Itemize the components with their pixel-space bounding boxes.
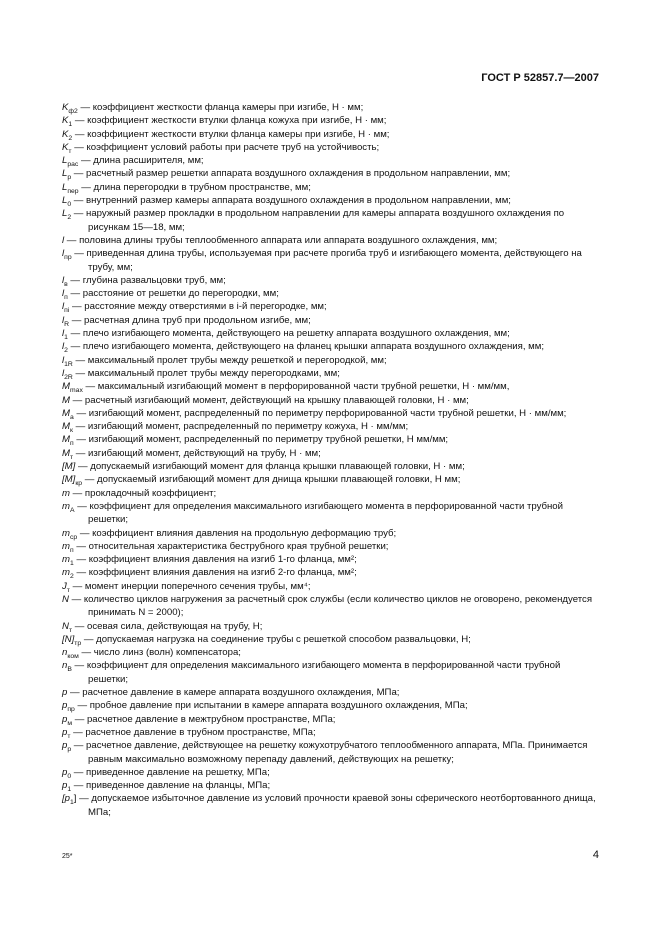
definition-item	[62, 766, 602, 779]
symbol-base: M	[62, 381, 70, 393]
symbol-subscript: п	[70, 546, 74, 554]
definition-symbol	[62, 208, 72, 222]
symbol-subscript: 2	[68, 134, 73, 142]
symbol-base: M	[62, 421, 70, 433]
symbol-subscript: пр	[67, 706, 75, 714]
definition-text: — плечо изгибающего момента, действующего на решетку аппарата воздушного охлаждения, мм;	[67, 328, 510, 340]
definition-symbol	[62, 634, 81, 645]
definition-text: — коэффициент влияния давления на продольную деформацию труб;	[77, 527, 397, 539]
definition-item	[62, 128, 602, 141]
symbol-subscript: 1	[68, 121, 73, 129]
symbol-base: p	[62, 713, 68, 725]
definition-item	[62, 593, 602, 620]
symbol-base: l	[62, 341, 65, 353]
symbol-base: p	[62, 700, 68, 712]
definition-text: — коэффициент влияния давления на изгиб 1-го фланца, мм²;	[73, 554, 357, 566]
definition-text: — изгибающий момент, распределенный по периметру перфорированной части трубной решетки, Н · мм/мм;	[73, 407, 567, 419]
symbol-subscript: кр	[75, 480, 83, 488]
symbol-base: K	[62, 102, 69, 113]
definition-item	[62, 580, 602, 593]
definition-item	[62, 726, 602, 739]
definition-text: — относительная характеристика беструбного края трубной решетки;	[73, 540, 389, 552]
definition-item	[62, 739, 602, 766]
definition-item	[62, 540, 602, 553]
definition-item	[62, 553, 602, 566]
definition-item	[62, 420, 602, 433]
definition-symbol	[62, 488, 70, 499]
symbol-subscript: т	[66, 586, 70, 594]
definition-item	[62, 527, 602, 540]
symbol-subscript: пi	[64, 307, 70, 315]
definition-text: — осевая сила, действующая на трубу, Н;	[72, 620, 263, 632]
definition-symbol	[62, 434, 74, 448]
footer-signature-mark: 25*	[62, 853, 73, 860]
definition-symbol	[62, 115, 73, 129]
definition-item	[62, 487, 602, 500]
definition-item	[62, 686, 602, 699]
definition-symbol	[62, 740, 72, 754]
definition-item	[62, 141, 602, 154]
symbol-subscript: т	[67, 732, 71, 740]
definition-symbol	[62, 381, 83, 395]
symbol-base: p	[62, 726, 68, 738]
symbol-subscript: 1	[67, 786, 72, 794]
symbol-base: m	[62, 487, 70, 499]
definition-text: — изгибающий момент, распределенный по периметру трубной решетки, Н мм/мм;	[73, 434, 449, 446]
symbol-subscript: a	[70, 413, 74, 421]
definition-symbol	[62, 182, 79, 193]
symbol-base: l	[62, 314, 65, 326]
definition-item	[62, 633, 602, 646]
definition-item	[62, 327, 602, 340]
symbol-subscript: м	[67, 719, 73, 727]
definition-item	[62, 300, 602, 313]
definition-symbol	[62, 567, 74, 581]
symbol-subscript: B	[67, 666, 72, 674]
definition-text: — расстояние между отверстиями в i-й перегородке, мм;	[69, 301, 327, 313]
definition-symbol	[62, 102, 78, 113]
symbol-subscript: 2R	[64, 373, 73, 381]
symbol-base: l	[62, 248, 65, 260]
definition-text: ] — допускаемое избыточное давление из условий прочности краевой зоны сферического неотбортованного днища, МПа;	[73, 793, 596, 818]
symbol-base: L	[62, 195, 68, 207]
definition-text: — плечо изгибающего момента, действующего на фланец крышки аппарата воздушного охлаждения, мм;	[67, 341, 545, 353]
symbol-base: K	[62, 141, 69, 153]
definition-text: — максимальный пролет трубы между перегородками, мм;	[72, 367, 340, 379]
symbol-subscript: т	[70, 453, 74, 461]
definition-symbol	[62, 448, 73, 459]
symbol-subscript: R	[64, 320, 70, 328]
symbol-base: L	[62, 181, 68, 193]
definition-symbol	[62, 395, 70, 406]
symbol-subscript: р	[67, 174, 72, 182]
symbol-base: m	[62, 567, 70, 579]
definition-text: — коэффициент жесткости фланца камеры при изгибе, Н · мм;	[77, 102, 364, 113]
symbol-subscript: к	[70, 427, 73, 435]
definition-symbol	[62, 474, 83, 488]
symbol-subscript: 1	[70, 560, 74, 567]
symbol-subscript: 2	[64, 347, 68, 355]
definition-symbol	[62, 355, 73, 366]
symbol-subscript: ср	[70, 533, 78, 541]
symbol-base: K	[62, 115, 69, 127]
definition-symbol	[62, 248, 72, 262]
definition-text: — длина расширителя, мм;	[78, 155, 204, 167]
symbol-subscript: рас	[67, 161, 79, 169]
definition-item	[62, 114, 602, 127]
definition-symbol	[62, 195, 71, 206]
definition-item	[62, 620, 602, 633]
symbol-base: m	[62, 500, 70, 512]
definition-text: — прокладочный коэффициент;	[70, 487, 217, 499]
definition-text: — расчетное давление, действующее на решетку кожухотрубчатого теплообменного аппарата, МПа. Принимается равным максимально возможному перепаду давлений, действующих на решетку;	[71, 740, 588, 765]
symbol-base: p	[62, 687, 68, 699]
definition-item	[62, 274, 602, 287]
definition-item	[62, 699, 602, 712]
definition-text: — расчетное давление в камере аппарата воздушного охлаждения, МПа;	[67, 687, 400, 699]
symbol-base: M	[62, 394, 70, 406]
symbol-subscript: 2	[67, 214, 72, 222]
definition-symbol	[62, 129, 72, 140]
symbol-base: [M]	[62, 474, 76, 486]
definition-item	[62, 181, 602, 194]
definition-item	[62, 713, 602, 726]
symbol-subscript: 0	[67, 200, 72, 208]
symbol-base: M	[62, 434, 70, 446]
definition-text: — допускаемый изгибающий момент для днища крышки плавающей головки, Н мм;	[82, 474, 461, 486]
definition-text: — внутренний размер камеры аппарата воздушного охлаждения в продольном направлении, мм;	[71, 195, 511, 207]
definition-symbol	[62, 793, 74, 807]
symbol-subscript: в	[64, 280, 68, 288]
definition-item	[62, 287, 602, 300]
definition-text: — максимальный изгибающий момент в перфорированной части трубной решетки, Н · мм/мм,	[82, 381, 510, 393]
definition-text: — коэффициент для определения максимального изгибающего момента в перфорированной части трубной решетки;	[74, 500, 564, 526]
definition-text: — расчетное давление в межтрубном пространстве, МПа;	[72, 713, 336, 725]
definition-symbol	[62, 368, 73, 379]
symbol-subscript: п	[64, 294, 68, 302]
definition-text: — число линз (волн) компенсатора;	[78, 647, 241, 659]
symbol-base: l	[62, 354, 65, 366]
symbol-base: N	[62, 593, 69, 605]
definition-text: — коэффициент жесткости втулки фланца камеры при изгибе, Н · мм;	[72, 128, 390, 140]
definition-text: — допускаемый изгибающий момент для фланца крышки плавающей головки, Н · мм;	[75, 461, 465, 473]
definition-item	[62, 394, 602, 407]
definition-text: — половина длины трубы теплообменного аппарата или аппарата воздушного охлаждения, мм;	[64, 234, 498, 246]
definition-text: — коэффициент условий работы при расчете труб на устойчивость;	[71, 141, 380, 153]
symbol-base: l	[62, 288, 65, 300]
symbol-base: M	[62, 447, 70, 459]
definitions-list	[62, 101, 602, 819]
definition-item	[62, 314, 602, 327]
symbol-base: K	[62, 128, 69, 140]
symbol-subscript: ком	[67, 653, 79, 661]
symbol-subscript: т	[68, 626, 73, 634]
definition-symbol	[62, 660, 72, 674]
definition-text: — коэффициент влияния давления на изгиб 2-го фланца, мм²;	[73, 567, 357, 579]
symbol-subscript: A	[70, 506, 75, 514]
symbol-subscript: 1	[70, 799, 74, 807]
definition-symbol	[62, 767, 71, 778]
definition-item	[62, 340, 602, 353]
definition-item	[62, 659, 602, 686]
symbol-base: m	[62, 554, 70, 566]
symbol-base: l	[62, 328, 65, 340]
symbol-base: p	[62, 740, 68, 752]
definition-text: — приведенное давление на решетку, МПа;	[71, 766, 270, 778]
symbol-base: n	[62, 647, 68, 659]
symbol-base: [N]	[62, 633, 75, 645]
definition-text: — расчетный изгибающий момент, действующий на крышку плавающей головки, Н · мм;	[70, 394, 469, 406]
definition-text: — расчетный размер решетки аппарата воздушного охлаждения в продольном направлении, мм;	[71, 168, 511, 180]
symbol-subscript: тр	[74, 639, 82, 647]
symbol-base: [M]	[62, 461, 76, 473]
definition-symbol	[62, 780, 72, 794]
definition-text: — максимальный пролет трубы между решеткой и перегородкой, мм;	[72, 354, 387, 366]
symbol-subscript: р	[67, 746, 72, 754]
definition-text: — приведенная длина трубы, используемая при расчете прогиба труб и изгибающего момента, действующего на трубу, мм;	[71, 248, 582, 273]
definition-symbol	[62, 594, 69, 605]
symbol-base: l	[62, 367, 65, 379]
definition-item	[62, 380, 602, 393]
definition-item	[62, 566, 602, 579]
definition-item	[62, 207, 602, 234]
definition-text: — коэффициент для определения максимального изгибающего момента в перфорированной части трубной решетки;	[71, 660, 561, 685]
definition-symbol	[62, 554, 74, 565]
symbol-base: M	[62, 407, 70, 419]
definition-item	[62, 354, 602, 367]
symbol-base: L	[62, 155, 68, 167]
symbol-subscript: пер	[67, 187, 79, 195]
definition-symbol	[62, 142, 72, 153]
definition-symbol	[62, 408, 74, 419]
symbol-base: L	[62, 168, 68, 180]
symbol-subscript: т	[68, 147, 72, 155]
page-number: 4	[592, 849, 599, 861]
definition-item	[62, 646, 602, 659]
definition-item	[62, 154, 602, 167]
symbol-base: p	[62, 766, 68, 778]
symbol-base: [p	[62, 793, 71, 805]
definition-text: — расстояние от решетки до перегородки, мм;	[67, 288, 279, 300]
symbol-base: p	[62, 780, 68, 792]
definition-symbol	[62, 421, 73, 435]
definition-text: — длина перегородки в трубном пространстве, мм;	[78, 181, 311, 193]
symbol-subscript: ф2	[68, 107, 78, 115]
definition-item	[62, 367, 602, 380]
symbol-base: l	[62, 274, 65, 286]
definition-text: — момент инерции поперечного сечения трубы, мм⁴;	[69, 580, 311, 592]
definition-symbol	[62, 528, 77, 539]
definition-item	[62, 779, 602, 792]
definition-text: — приведенное давление на фланцы, МПа;	[71, 780, 271, 792]
definition-symbol	[62, 700, 75, 714]
definition-text: — коэффициент жесткости втулки фланца кожуха при изгибе, Н · мм;	[72, 115, 387, 127]
definition-item	[62, 194, 602, 207]
definition-item	[62, 247, 602, 274]
definition-text: — расчетная длина труб при продольном изгибе, мм;	[69, 314, 311, 326]
definition-symbol	[62, 647, 79, 661]
definition-text: — количество циклов нагружения за расчетный срок службы (если количество циклов не оговорено, рекомендуется принимать N = 2000);	[68, 593, 593, 619]
symbol-subscript: пр	[64, 254, 72, 262]
definition-symbol	[62, 581, 70, 592]
definition-symbol	[62, 621, 72, 632]
definition-symbol	[62, 541, 74, 552]
definition-item	[62, 792, 602, 819]
definition-item	[62, 433, 602, 446]
symbol-base: L	[62, 208, 68, 220]
definition-symbol	[62, 315, 69, 326]
definition-text: — изгибающий момент, действующий на трубу, Н · мм;	[73, 447, 321, 459]
definition-symbol	[62, 461, 75, 472]
symbol-subscript: 1	[64, 333, 68, 341]
definition-item	[62, 167, 602, 180]
symbol-base: J	[62, 580, 67, 592]
definition-item	[62, 460, 602, 473]
symbol-subscript: 0	[67, 772, 72, 780]
symbol-subscript: max	[70, 387, 83, 395]
definition-item	[62, 101, 602, 114]
symbol-base: l	[62, 234, 65, 246]
definition-symbol	[62, 155, 79, 169]
definition-item	[62, 473, 602, 486]
definition-text: — расчетное давление в трубном пространстве, МПа;	[70, 726, 316, 738]
symbol-base: N	[62, 620, 69, 632]
definition-item	[62, 234, 602, 247]
symbol-subscript: 1R	[64, 360, 73, 368]
definition-symbol	[62, 168, 72, 182]
symbol-base: n	[62, 660, 68, 672]
definition-text: — пробное давление при испытании в камере аппарата воздушного охлаждения, МПа;	[74, 700, 468, 712]
symbol-base: m	[62, 540, 70, 552]
definition-item	[62, 407, 602, 420]
document-code-header: ГОСТ Р 52857.7—2007	[481, 72, 599, 84]
definition-symbol	[62, 714, 72, 725]
definition-symbol	[62, 501, 75, 512]
symbol-subscript: п	[70, 440, 74, 448]
definition-text: — наружный размер прокладки в продольном направлении для камеры аппарата воздушного охлаждения по рисункам 15—18, мм;	[71, 208, 565, 233]
definition-item	[62, 447, 602, 460]
definition-text: — глубина развальцовки труб, мм;	[67, 274, 226, 286]
definition-text: — изгибающий момент, распределенный по периметру кожуха, Н · мм/мм;	[72, 421, 409, 433]
definition-text: — допускаемая нагрузка на соединение трубы с решеткой способом развальцовки, Н;	[81, 633, 471, 645]
definition-item	[62, 500, 602, 527]
symbol-base: l	[62, 301, 65, 313]
symbol-base: m	[62, 527, 70, 539]
symbol-subscript: 2	[70, 573, 74, 581]
